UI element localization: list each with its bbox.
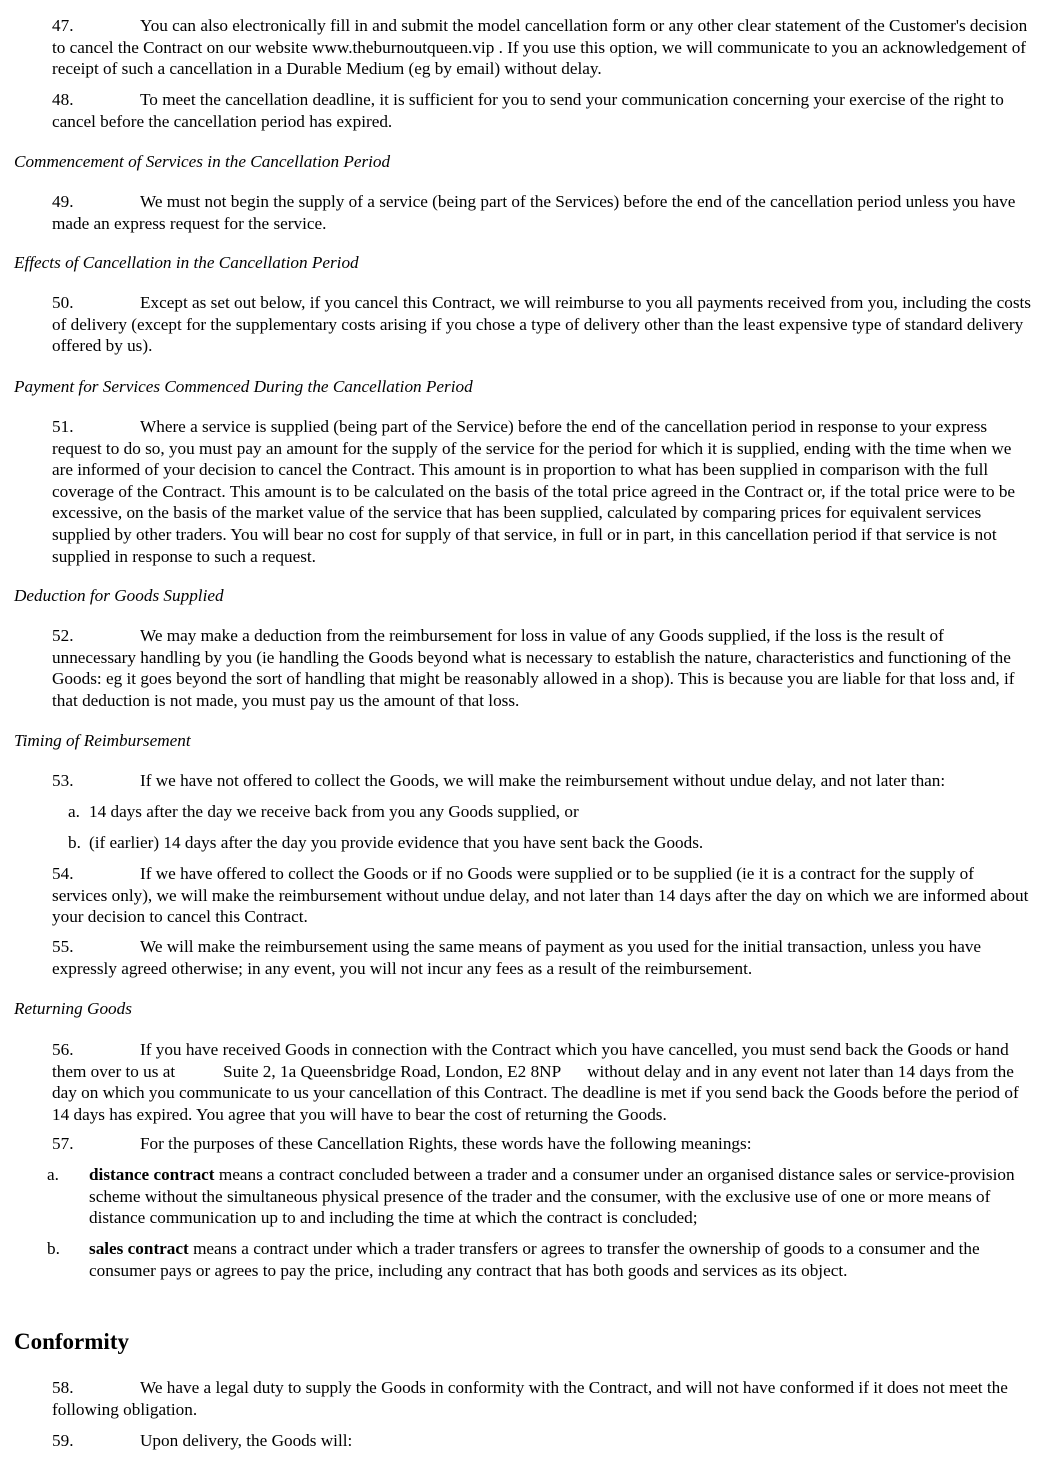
defined-term: sales contract — [89, 1239, 189, 1258]
clause-text: You can also electronically fill in and submit the model cancellation form or any other clear statement of the Customer's decision to cancel the Contract on our website www.theburnoutqueen.vip . If you use this option, we will communicate to you an acknowledgement of receipt of such a cancellation in a Durable Medium (eg by email) without delay. — [52, 16, 1028, 79]
return-address: Suite 2, 1a Queensbridge Road, London, E2 8NP — [223, 1061, 562, 1081]
clause-49 — [52, 191, 1032, 234]
clause-text: For the purposes of these Cancellation Rights, these words have the following meanings: — [140, 1134, 752, 1153]
clause-number: 52. — [52, 626, 74, 645]
section-heading-commencement: Commencement of Services in the Cancellation Period — [14, 152, 391, 171]
section-heading-deduction: Deduction for Goods Supplied — [14, 586, 224, 605]
clause-52 — [52, 625, 1032, 711]
defined-term: distance contract — [89, 1165, 215, 1184]
clause-number: 56. — [52, 1040, 74, 1059]
clause-number: 51. — [52, 417, 74, 436]
clause-number: 54. — [52, 864, 74, 883]
clause-50 — [52, 292, 1032, 357]
clause-57-item-a — [47, 1164, 1028, 1229]
clause-57-item-b — [47, 1238, 1028, 1281]
clause-number: 53. — [52, 771, 74, 790]
clause-53 — [52, 770, 1032, 792]
item-label: b. — [47, 1239, 60, 1258]
section-heading-payment: Payment for Services Commenced During the Cancellation Period — [14, 377, 473, 396]
clause-text: Upon delivery, the Goods will: — [140, 1431, 353, 1450]
clause-number: 47. — [52, 16, 74, 35]
clause-48 — [52, 89, 1032, 132]
section-heading-effects: Effects of Cancellation in the Cancellation Period — [14, 253, 359, 272]
clause-55 — [52, 936, 1032, 979]
clause-59 — [52, 1430, 1032, 1452]
clause-47 — [52, 15, 1032, 80]
clause-text: We must not begin the supply of a service (being part of the Services) before the end of the cancellation period unless you have made an express request for the service. — [52, 192, 1016, 233]
section-heading-returning: Returning Goods — [14, 999, 132, 1018]
clause-51 — [52, 416, 1032, 567]
section-heading-timing: Timing of Reimbursement — [14, 731, 191, 750]
clause-text: If we have offered to collect the Goods or if no Goods were supplied or to be supplied (ie it is a contract for the supply of services only), we will make the reimbursement without undue delay, and not later than 14 days after the day on which we are informed about your decision to cancel this Contract. — [52, 864, 1029, 927]
clause-56 — [52, 1039, 1032, 1125]
clause-number: 50. — [52, 293, 74, 312]
clause-number: 57. — [52, 1134, 74, 1153]
clause-text: To meet the cancellation deadline, it is sufficient for you to send your communication concerning your exercise of the right to cancel before the cancellation period has expired. — [52, 90, 1004, 131]
clause-number: 58. — [52, 1378, 74, 1397]
item-label: a. — [68, 802, 80, 821]
clause-text: We will make the reimbursement using the same means of payment as you used for the initial transaction, unless you have expressly agreed otherwise; in any event, you will not incur any fees as a result of the reimbursement. — [52, 937, 982, 978]
item-text: (if earlier) 14 days after the day you provide evidence that you have sent back the Goods. — [89, 833, 704, 852]
clause-54 — [52, 863, 1032, 928]
clause-text: We may make a deduction from the reimbursement for loss in value of any Goods supplied, if the loss is the result of unnecessary handling by you (ie handling the Goods beyond what is necessary to establish the nature, characteristics and functioning of the Goods: eg it goes beyond the sort of handling that might be reasonably allowed in a shop). This is because you are liable for that loss and, if that deduction is not made, you must pay us the amount of that loss. — [52, 626, 1015, 710]
clause-text: If we have not offered to collect the Goods, we will make the reimbursement without undue delay, and not later than: — [140, 771, 946, 790]
clause-number: 55. — [52, 937, 74, 956]
clause-53-item-b — [68, 832, 1028, 854]
clause-number: 59. — [52, 1431, 74, 1450]
item-label: b. — [68, 833, 81, 852]
clause-number: 49. — [52, 192, 74, 211]
item-text: means a contract concluded between a trader and a consumer under an organised distance sales or service-provision scheme without the simultaneous physical presence of the trader and the consumer, with the exclusive use of one or more means of distance communication up to and including the time at which the contract is concluded; — [89, 1165, 1015, 1228]
item-text: 14 days after the day we receive back from you any Goods supplied, or — [89, 802, 579, 821]
item-text: means a contract under which a trader transfers or agrees to transfer the ownership of goods to a consumer and the consumer pays or agrees to pay the price, including any contract that has both goods and services as its object. — [89, 1239, 980, 1280]
section-heading-conformity: Conformity — [14, 1329, 129, 1354]
clause-57 — [52, 1133, 1032, 1155]
clause-58 — [52, 1377, 1032, 1420]
clause-text: Except as set out below, if you cancel this Contract, we will reimburse to you all payments received from you, including the costs of delivery (except for the supplementary costs arising if you chose a type of delivery other than the least expensive type of standard delivery offered by us). — [52, 293, 1031, 356]
clause-text: If you have received Goods in connection with the Contract which you have cancelled, you must send back the Goods or hand them over to us at — [52, 1040, 1009, 1081]
clause-53-item-a — [68, 801, 1028, 823]
clause-number: 48. — [52, 90, 74, 109]
item-label: a. — [47, 1165, 59, 1184]
clause-text: We have a legal duty to supply the Goods in conformity with the Contract, and will not have conformed if it does not meet the following obligation. — [52, 1378, 1008, 1419]
clause-text: Where a service is supplied (being part of the Service) before the end of the cancellation period in response to your express request to do so, you must pay an amount for the supply of the service for the period for which it is supplied, ending with the time when we are informed of your decision to cancel the Contract. This amount is in proportion to what has been supplied in comparison with the full coverage of the Contract. This amount is to be calculated on the basis of the total price agreed in the Contract or, if the total price were to be excessive, on the basis of the market value of the service that has been supplied, calculated by comparing prices for equivalent services supplied by other traders. You will bear no cost for supply of that service, in full or in part, in this cancellation period if that service is not supplied in response to such a request. — [52, 417, 1016, 566]
clause-text-continued: without delay and in any event not later than 14 days from the day on which you communicate to us your cancellation of this Contract. The deadline is met if you send back the Goods before the period of 14 days has expired. You agree that you will have to bear the cost of returning the Goods. — [52, 1061, 1019, 1124]
